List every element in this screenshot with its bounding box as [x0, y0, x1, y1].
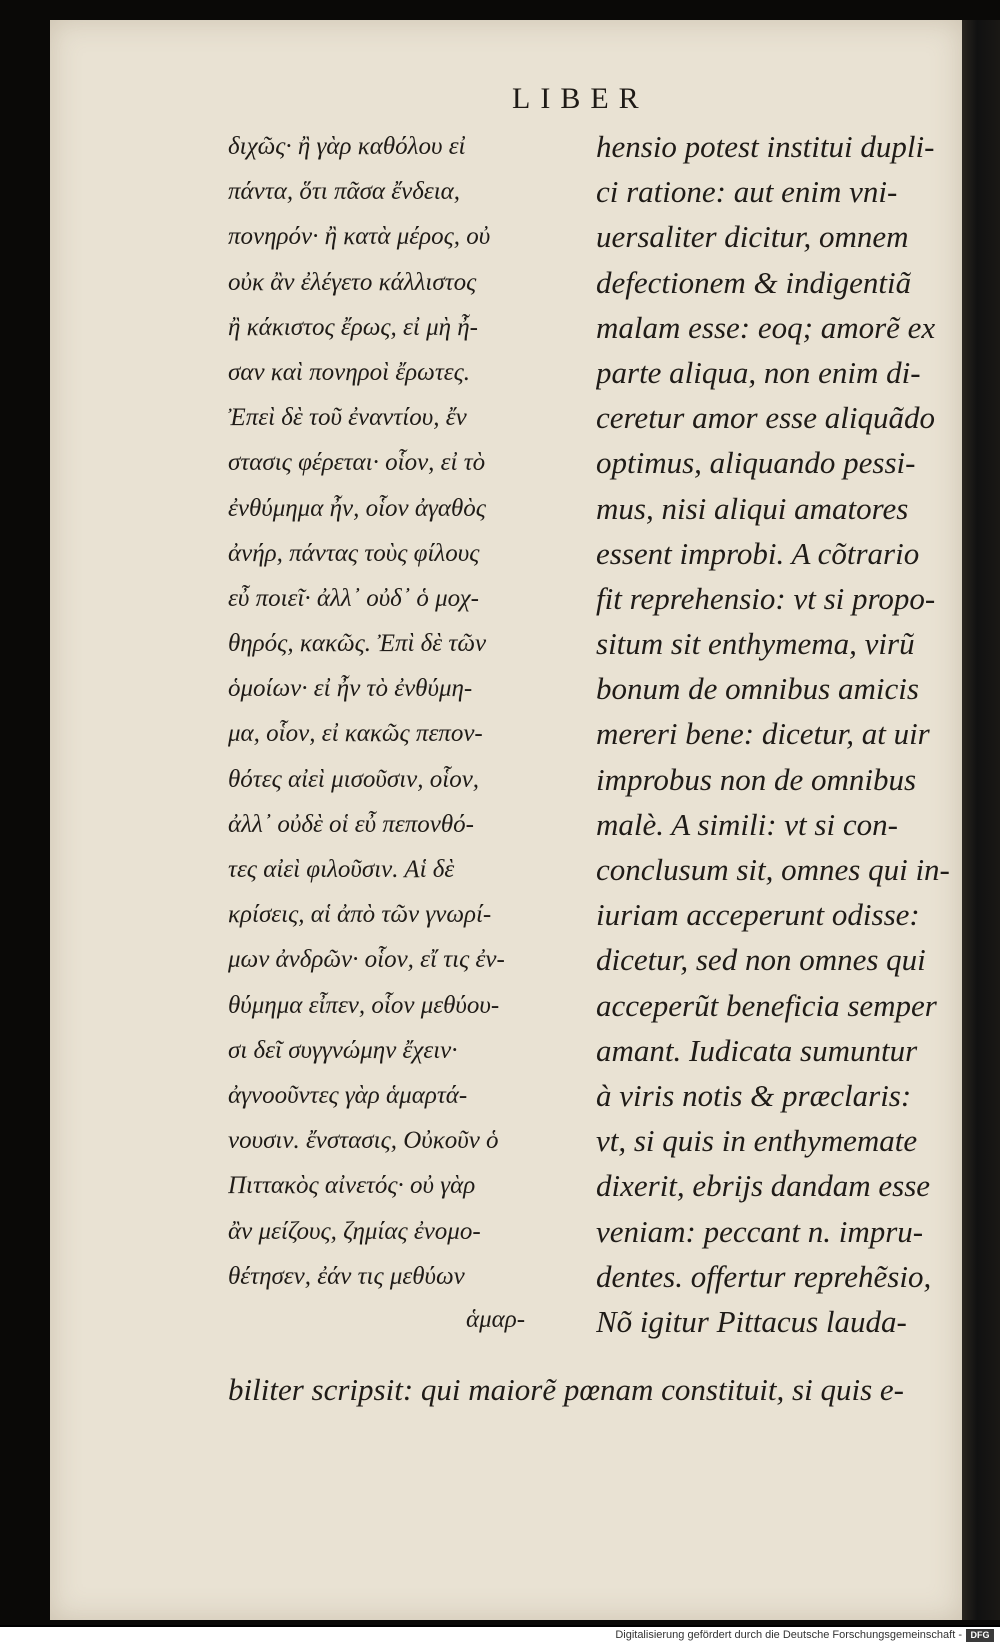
greek-line: μα, οἷον, εἰ κακῶς πεπον- [228, 720, 483, 748]
latin-line: ceretur amor esse aliquãdo [596, 400, 935, 436]
greek-line: διχῶς· ἢ γὰρ καθόλου εἰ [228, 133, 466, 160]
catchline: biliter scripsit: qui maiorẽ pœnam constituit, si quis e- [228, 1372, 904, 1407]
greek-line: θέτησεν, ἐάν τις μεθύων [228, 1262, 465, 1290]
greek-line: κρίσεις, αἱ ἀπὸ τῶν γνωρί- [228, 901, 492, 929]
latin-line: acceperũt beneficia semper [596, 987, 937, 1023]
greek-text-column [228, 124, 583, 1299]
latin-line: iuriam acceperunt odisse: [596, 897, 920, 933]
latin-line: ci ratione: aut enim vni- [596, 174, 898, 210]
greek-line: ἂν μείζους, ζημίας ἐνομο- [228, 1217, 481, 1245]
greek-line: ὁμοίων· εἰ ἦν τὸ ἐνθύμη- [228, 675, 473, 703]
latin-line: Nõ igitur Pittacus lauda- [596, 1303, 907, 1339]
latin-line: mus, nisi aliqui amatores [596, 490, 909, 526]
greek-line: ἀλλ᾽ οὐδὲ οἱ εὖ πεπονθό- [228, 810, 474, 838]
greek-line: θότες αἰεὶ μισοῦσιν, οἷον, [228, 765, 480, 793]
digitization-footer [0, 1627, 1000, 1645]
latin-line: uersaliter dicitur, omnem [596, 219, 909, 255]
latin-line: bonum de omnibus amicis [596, 671, 919, 707]
greek-line: σι δεῖ συγγνώμην ἔχειν· [228, 1036, 458, 1064]
latin-line: dixerit, ebrijs dandam esse [596, 1168, 931, 1204]
latin-line: vt, si quis in enthymemate [596, 1123, 918, 1159]
greek-line: πάντα, ὅτι πᾶσα ἔνδεια, [228, 178, 461, 206]
running-head: LIBER [512, 82, 649, 115]
greek-line: νουσιν. ἔνστασις, Οὐκοῦν ὁ [228, 1127, 499, 1155]
greek-line: τες αἰεὶ φιλοῦσιν. Αἱ δὲ [228, 856, 455, 883]
latin-line: amant. Iudicata sumuntur [596, 1032, 918, 1068]
latin-line: parte aliqua, non enim di- [596, 354, 921, 390]
greek-line: ἢ κάκιστος ἔρως, εἰ μὴ ἦ- [228, 313, 479, 341]
greek-line: ἀγνοοῦντες γὰρ ἁμαρτά- [228, 1081, 468, 1109]
latin-line: hensio potest institui dupli- [596, 129, 935, 164]
latin-line: malè. A simili: vt si con- [596, 806, 898, 842]
greek-line: θύμημα εἶπεν, οἷον μεθύου- [228, 991, 500, 1019]
latin-line: dicetur, sed non omnes qui [596, 942, 926, 978]
greek-line: στασις φέρεται· οἷον, εἰ τὸ [228, 449, 486, 477]
latin-line: conclusum sit, omnes qui in- [596, 852, 950, 887]
latin-line: mereri bene: dicetur, at uir [596, 716, 930, 752]
greek-line: σαν καὶ πονηροὶ ἔρωτες. [228, 358, 471, 386]
latin-line: veniam: peccant n. impru- [596, 1213, 924, 1249]
greek-line: ἀνήρ, πάντας τοὺς φίλους [228, 539, 480, 567]
greek-line: Πιττακὸς αἰνετός· οὐ γὰρ [228, 1172, 476, 1200]
latin-line: defectionem & indigentiã [596, 264, 912, 300]
greek-line: εὖ ποιεῖ· ἀλλ᾽ οὐδ᾽ ὁ μοχ- [228, 584, 479, 612]
latin-line: malam esse: eoq; amorẽ ex [596, 309, 936, 345]
latin-line: essent improbi. A cõtrario [596, 535, 920, 571]
greek-hyphenated-tail: ἁμαρ- [466, 1306, 526, 1333]
greek-line: οὐκ ἂν ἐλέγετο κάλλιστος [228, 268, 477, 296]
greek-line: Ἐπεὶ δὲ τοῦ ἐναντίου, ἔν [228, 404, 467, 432]
greek-line: πονηρόν· ἢ κατὰ μέρος, οὐ [228, 223, 491, 251]
latin-line: fit reprehensio: vt si propo- [596, 580, 936, 616]
greek-line: ἐνθύμημα ἦν, οἷον ἀγαθὸς [228, 494, 486, 522]
dfg-logo: DFG [966, 1629, 994, 1642]
greek-line: θηρός, κακῶς. Ἐπὶ δὲ τῶν [228, 630, 487, 658]
latin-line: à viris notis & præclaris: [596, 1077, 912, 1113]
latin-line: improbus non de omnibus [596, 761, 917, 797]
greek-line: μων ἀνδρῶν· οἷον, εἴ τις ἐν- [228, 946, 505, 974]
latin-text-column [596, 124, 982, 1344]
latin-line: optimus, aliquando pessi- [596, 445, 916, 481]
latin-line: situm sit enthymema, virũ [596, 626, 915, 662]
footer-credit: Digitalisierung gefördert durch die Deutsche Forschungsgemeinschaft - [615, 1629, 962, 1641]
latin-line: dentes. offertur reprehẽsio, [596, 1258, 932, 1294]
